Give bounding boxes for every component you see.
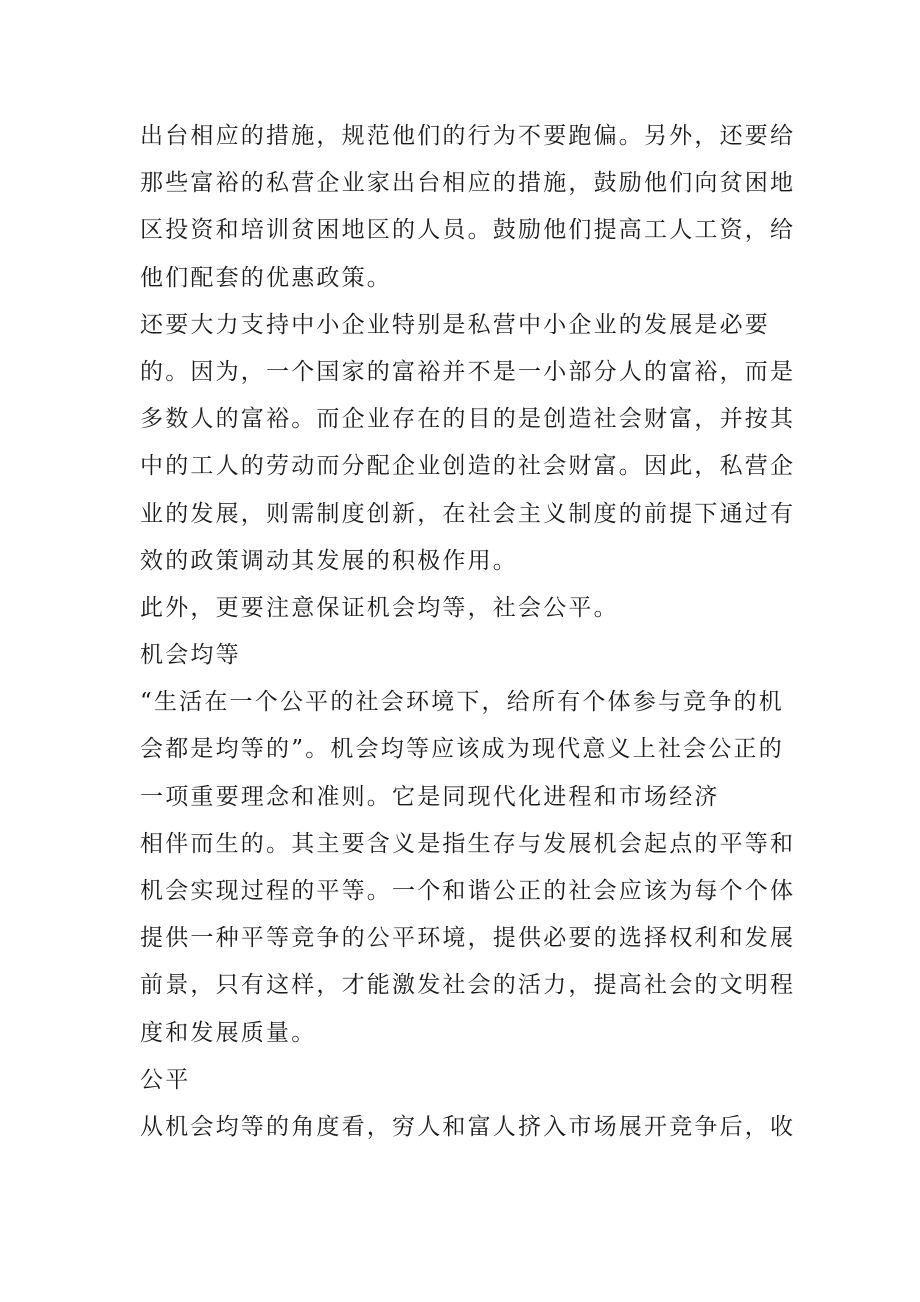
text-line: 从机会均等的角度看，穷人和富人挤入市场展开竞争后，收	[140, 1113, 796, 1140]
text-line: 那些富裕的私营企业家出台相应的措施，鼓励他们向贫困地	[140, 170, 796, 197]
section-heading-opportunity: 机会均等	[140, 642, 241, 669]
text-line: 一项重要理念和准则。它是同现代化进程和市场经济	[140, 783, 720, 810]
text-line: 会都是均等的”。机会均等应该成为现代意义上社会公正的	[140, 736, 784, 763]
text-line: 度和发展质量。	[140, 1019, 317, 1046]
text-line: 相伴而生的。其主要含义是指生存与发展机会起点的平等和	[140, 830, 796, 857]
text-line: 他们配套的优惠政策。	[140, 264, 392, 291]
text-line: 业的发展，则需制度创新，在社会主义制度的前提下通过有	[140, 500, 796, 527]
text-line: “生活在一个公平的社会环境下，给所有个体参与竞争的机	[140, 689, 784, 716]
text-line: 区投资和培训贫困地区的人员。鼓励他们提高工人工资，给	[140, 217, 796, 244]
text-line: 还要大力支持中小企业特别是私营中小企业的发展是必要	[140, 311, 770, 338]
text-line: 的。因为，一个国家的富裕并不是一小部分人的富裕，而是	[140, 358, 796, 385]
text-line: 提供一种平等竞争的公平环境，提供必要的选择权利和发展	[140, 925, 796, 952]
text-line: 此外，更要注意保证机会均等，社会公平。	[140, 594, 619, 621]
text-line: 前景，只有这样，才能激发社会的活力，提高社会的文明程	[140, 972, 796, 999]
document-body	[140, 113, 796, 1151]
text-line: 多数人的富裕。而企业存在的目的是创造社会财富，并按其	[140, 406, 796, 433]
text-line: 出台相应的措施，规范他们的行为不要跑偏。另外，还要给	[140, 123, 796, 149]
text-line: 机会实现过程的平等。一个和谐公正的社会应该为每个个体	[140, 878, 796, 904]
text-line: 效的政策调动其发展的积极作用。	[140, 547, 518, 574]
section-heading-fairness: 公平	[140, 1066, 191, 1093]
text-line: 中的工人的劳动而分配企业创造的社会财富。因此，私营企	[140, 453, 796, 480]
